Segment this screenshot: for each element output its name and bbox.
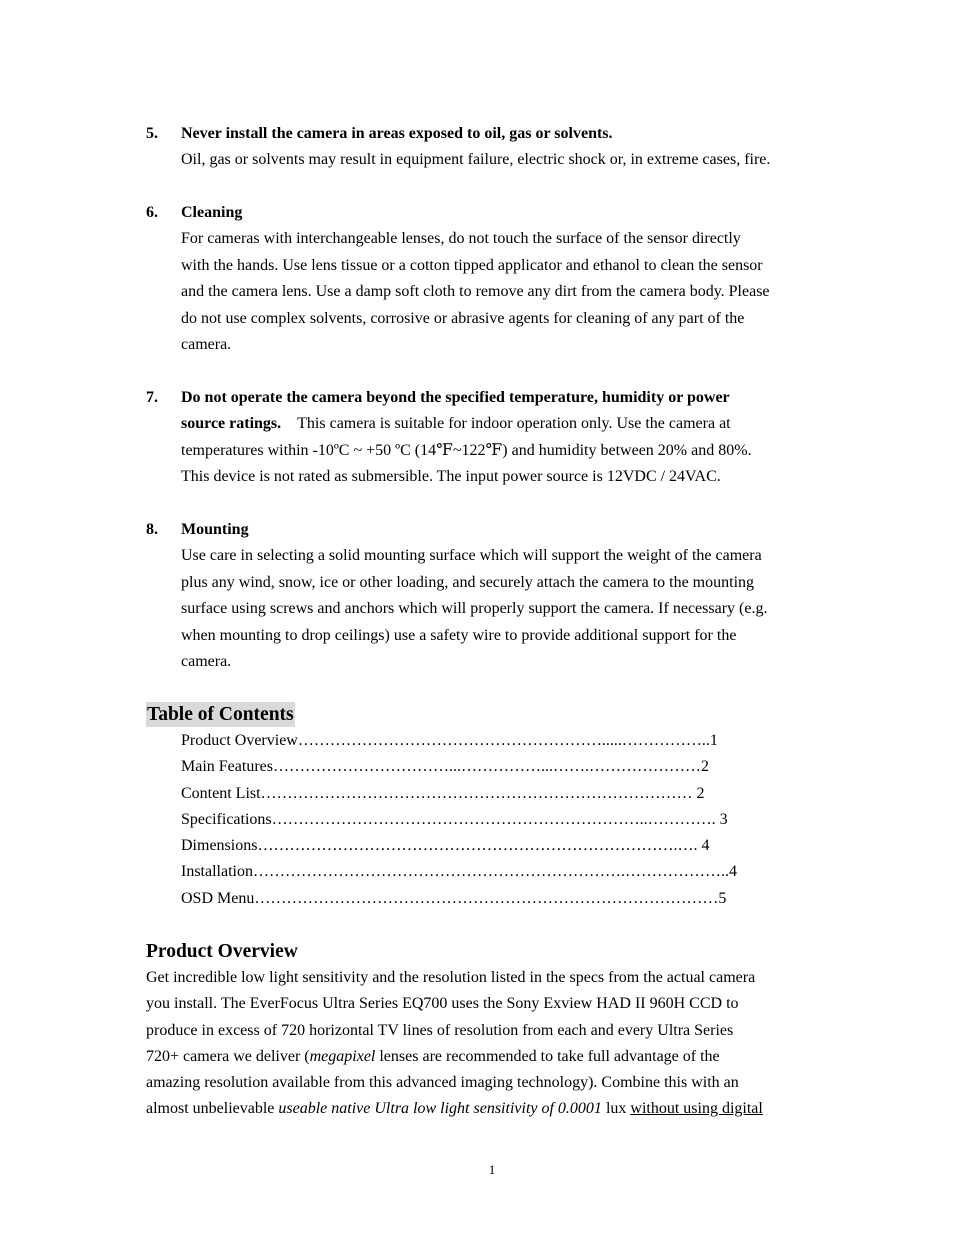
item-text-line: Use care in selecting a solid mounting surface which will support the weight of the camera [181, 547, 762, 565]
safety-item-7 [146, 385, 836, 491]
item-text-line: and the camera lens. Use a damp soft cloth to remove any dirt from the camera body. Please [181, 283, 770, 301]
item-text-line: temperatures within -10ºC ~ +50 ºC (14℉~122℉) and humidity between 20% and 80%. [181, 441, 752, 459]
toc-entry[interactable]: Specifications……………………………………………………………..…………. 3 [181, 810, 728, 828]
item-heading: Mounting [181, 521, 249, 538]
item-text-line [181, 411, 836, 437]
item-number: 6. [146, 204, 158, 221]
item-heading: Do not operate the camera beyond the specified temperature, humidity or power [181, 389, 730, 406]
item-text-line: do not use complex solvents, corrosive or abrasive agents for cleaning of any part of the [181, 309, 745, 327]
toc-entry[interactable]: Installation…………………………………………………………….………………..4 [181, 863, 737, 881]
item-text-line: plus any wind, snow, ice or other loading, and securely attach the camera to the mounting [181, 573, 755, 591]
text-span: almost unbelievable [146, 1100, 279, 1118]
table-of-contents [181, 728, 781, 912]
item-heading: Never install the camera in areas exposed to oil, gas or solvents. [181, 125, 613, 142]
paragraph-line: produce in excess of 720 horizontal TV lines of resolution from each and every Ultra Series [146, 1021, 734, 1039]
toc-entry[interactable]: Product Overview………………………………………………….....……………..1 [181, 732, 718, 749]
text-span: lux [601, 1100, 631, 1118]
toc-entry[interactable]: Content List……………………………………………………………………… 2 [181, 784, 705, 802]
italic-text: useable native Ultra low light sensitivity of 0.0001 [278, 1100, 602, 1118]
item-text-line: This device is not rated as submersible. The input power source is 12VDC / 24VAC. [181, 468, 721, 486]
item-text: This camera is suitable for indoor operation only. Use the camera at [297, 415, 731, 433]
paragraph-line [146, 1044, 846, 1070]
safety-item-5 [146, 121, 836, 174]
item-text-line: For cameras with interchangeable lenses, do not touch the surface of the sensor directly [181, 230, 741, 248]
item-text-line: surface using screws and anchors which will properly support the camera. If necessary (e.g. [181, 600, 768, 618]
paragraph-line [146, 1096, 846, 1122]
item-text-line: when mounting to drop ceilings) use a safety wire to provide additional support for the [181, 626, 737, 644]
item-number: 5. [146, 125, 158, 142]
section-heading: Product Overview [146, 941, 298, 962]
toc-entry[interactable]: Main Features……………………………...……………...…….…………………2 [181, 758, 709, 776]
paragraph-line: Get incredible low light sensitivity and the resolution listed in the specs from the actual camera [146, 969, 756, 986]
paragraph-line: you install. The EverFocus Ultra Series EQ700 uses the Sony Exview HAD II 960H CCD to [146, 995, 739, 1013]
toc-entry[interactable]: Dimensions…………………………………………………………………….…. 4 [181, 837, 710, 855]
overview-paragraph [146, 965, 846, 1123]
item-text-line: camera. [181, 336, 232, 354]
underlined-text: without using digital [630, 1100, 763, 1118]
safety-item-8 [146, 517, 836, 675]
page-number: 1 [488, 1162, 496, 1177]
italic-text: megapixel [309, 1047, 376, 1065]
item-text-line: camera. [181, 653, 232, 671]
toc-entry[interactable]: OSD Menu……………………………………………………………………………5 [181, 889, 727, 907]
item-text-line: with the hands. Use lens tissue or a cotton tipped applicator and ethanol to clean the sensor [181, 256, 763, 274]
paragraph-line: amazing resolution available from this advanced imaging technology). Combine this with an [146, 1074, 739, 1092]
text-span: lenses are recommended to take full advantage of the [375, 1047, 720, 1065]
item-number: 8. [146, 521, 158, 538]
text-span: 720+ camera we deliver ( [146, 1047, 310, 1065]
safety-item-6 [146, 200, 836, 358]
item-text-line: Oil, gas or solvents may result in equipment failure, electric shock or, in extreme cases, fire. [181, 151, 771, 169]
item-heading: Cleaning [181, 204, 243, 221]
item-number: 7. [146, 389, 158, 406]
item-heading-cont: source ratings. [181, 415, 282, 433]
toc-title: Table of Contents [147, 704, 294, 725]
